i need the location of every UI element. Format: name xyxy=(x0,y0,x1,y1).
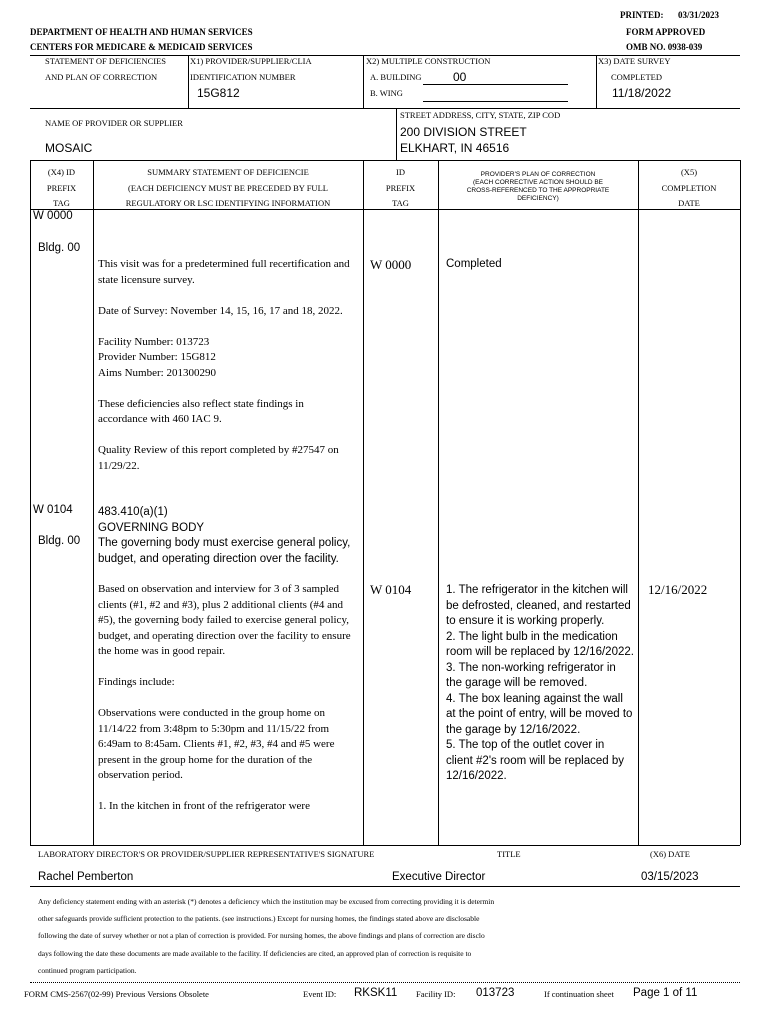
signature-label: LABORATORY DIRECTOR'S OR PROVIDER/SUPPLIER REPRESENTATIVE'S SIGNATURE xyxy=(38,849,375,859)
facility-id-value: 013723 xyxy=(476,987,515,999)
signer-title: Executive Director xyxy=(392,871,486,883)
building-tag-2: Bldg. 00 xyxy=(38,535,81,547)
provider-name-label: NAME OF PROVIDER OR SUPPLIER xyxy=(45,118,183,128)
printed-label: PRINTED: xyxy=(620,10,664,20)
omb-number: OMB NO. 0938-039 xyxy=(626,42,703,52)
provider-clia-number: 15G812 xyxy=(197,86,240,100)
centers-title: CENTERS FOR MEDICARE & MEDICAID SERVICES xyxy=(30,42,253,52)
summary-paragraph: Observations were conducted in the group home on 11/14/22 from 3:48pm to 5:30pm and 11/15/22 from 6:49am to 8:45am. Clients #1, #2, #3, #4 and #5 were present in the group home for the duration of the observation period. xyxy=(98,707,335,781)
summary-section-1 xyxy=(98,257,356,490)
id-header: ID PREFIX TAG xyxy=(385,167,416,208)
completion-date: 12/16/2022 xyxy=(648,582,708,597)
prefix-w0104: W 0104 xyxy=(370,582,412,597)
x1-label: X1) PROVIDER/SUPPLIER/CLIA xyxy=(190,56,312,66)
form-number: FORM CMS-2567(02-99) Previous Versions Obsolete xyxy=(24,989,209,999)
page-number: Page 1 of 11 xyxy=(633,987,698,999)
form-approved: FORM APPROVED xyxy=(626,27,706,37)
title-label: TITLE xyxy=(497,849,521,859)
wing-label: B. WING xyxy=(370,88,403,98)
x1-label-2: IDENTIFICATION NUMBER xyxy=(190,72,296,82)
summary-header: SUMMARY STATEMENT OF DEFICIENCIE (EACH DEFICIENCY MUST BE PRECEDED BY FULL REGULATORY OR LSC IDENTIFYING INFORMATION xyxy=(125,167,331,208)
provider-name: MOSAIC xyxy=(45,141,93,155)
plan-of-correction-text: 1. The refrigerator in the kitchen will be defrosted, cleaned, and restarted to ensure it is working properly. 2. The light bulb in the medication room will be replaced by 12/16/2022. 3. The non-working refrigerator in the garage will be removed. 4. The box leaning against the wall at the point of entry, will be moved to the garage by 12/16/2022. 5. The top of the outlet cover in client #2's room will be replaced by 12/16/2022. xyxy=(446,584,634,782)
plan-of-correction-label: AND PLAN OF CORRECTION xyxy=(45,72,158,82)
tag-w0000: W 0000 xyxy=(33,210,73,222)
address-line-2: ELKHART, IN 46516 xyxy=(400,141,510,155)
survey-completed-date: 11/18/2022 xyxy=(612,86,672,100)
x6-date-label: (X6) DATE xyxy=(650,849,690,859)
plan-completed: Completed xyxy=(446,258,502,270)
x2-label: X2) MULTIPLE CONSTRUCTION xyxy=(366,56,491,66)
event-id-value: RKSK11 xyxy=(354,987,398,999)
summary-paragraph: This visit was for a predetermined full recertification and state licensure survey. xyxy=(98,258,350,286)
x3-label-2: COMPLETED xyxy=(611,72,662,82)
prefix-w0000: W 0000 xyxy=(370,257,412,272)
facility-id-label: Facility ID: xyxy=(416,989,456,999)
statement-label: STATEMENT OF DEFICIENCIES xyxy=(45,56,167,66)
department-title: DEPARTMENT OF HEALTH AND HUMAN SERVICES xyxy=(30,27,253,37)
printed-date: 03/31/2023 xyxy=(678,10,720,20)
address-label: STREET ADDRESS, CITY, STATE, ZIP COD xyxy=(400,110,561,120)
event-id-label: Event ID: xyxy=(303,989,337,999)
x5-header: (X5) COMPLETION DATE xyxy=(661,167,717,208)
building-value: 00 xyxy=(453,70,467,84)
plan-header: PROVIDER'S PLAN OF CORRECTION (EACH CORRECTIVE ACTION SHOULD BE CROSS-REFERENCED TO THE APPROPRIATE DEFICIENCY) xyxy=(466,171,610,202)
address-line-1: 200 DIVISION STREET xyxy=(400,125,527,139)
x4-header: (X4) ID PREFIX TAG xyxy=(46,167,77,208)
summary-paragraph: Facility Number: 013723 Provider Number: 15G812 Aims Number: 201300290 xyxy=(98,335,216,379)
summary-section-2 xyxy=(98,582,358,830)
summary-paragraph: Based on observation and interview for 3 of 3 sampled clients (#1, #2 and #3), plus 2 additional clients (#4 and #5), the governing body failed to exercise general policy, budget, and operating direction over the facility to ensure the home was in good repair. xyxy=(98,583,351,657)
building-tag-1: Bldg. 00 xyxy=(38,242,81,254)
summary-paragraph: These deficiencies also reflect state findings in accordance with 460 IAC 9. xyxy=(98,397,304,425)
continuation-label: If continuation sheet xyxy=(544,989,614,999)
signature-date: 03/15/2023 xyxy=(641,871,699,883)
summary-paragraph: 1. In the kitchen in front of the refrigerator were xyxy=(98,800,310,812)
regulation-text: 483.410(a)(1) GOVERNING BODY The governing body must exercise general policy, budget, and operating direction over the facility. xyxy=(98,506,351,565)
tag-w0104: W 0104 xyxy=(33,504,73,516)
signer-name: Rachel Pemberton xyxy=(38,871,134,883)
x3-label: X3) DATE SURVEY xyxy=(598,56,671,66)
building-label: A. BUILDING xyxy=(370,72,422,82)
summary-paragraph: Quality Review of this report completed by #27547 on 11/29/22. xyxy=(98,444,339,472)
disclaimer: Any deficiency statement ending with an asterisk (*) denotes a deficiency which the institution may be excused from correcting providing it is determin other safeguards provide sufficient protection to the patients. (see instructions.) Except for nursing homes, the findings stated above are disclosable following the date of survey whether or not a plan of correction is provided. For nursing homes, the above findings and plans of correction are disclo days following the date these documents are made available to the facility. If deficiencies are cited, an approved plan of correction is requisite to continued program participation. xyxy=(38,897,495,975)
summary-paragraph: Date of Survey: November 14, 15, 16, 17 and 18, 2022. xyxy=(98,304,343,317)
summary-paragraph: Findings include: xyxy=(98,676,175,688)
